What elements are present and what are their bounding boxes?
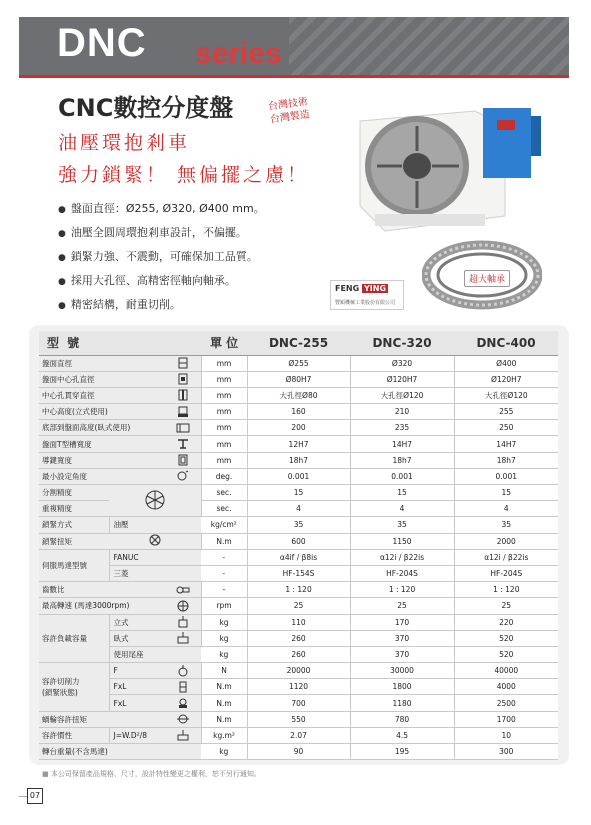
table-row [39, 533, 558, 549]
spec-table [39, 331, 558, 760]
row-label: 蝸輪容許扭矩 [39, 711, 165, 727]
row-unit: rpm [201, 598, 247, 614]
speed-icon [165, 598, 201, 614]
cell-value: 0.001 [247, 468, 350, 484]
row-sublabel: FANUC [109, 549, 201, 565]
cell-value: 18h7 [247, 452, 350, 468]
table-row [39, 614, 558, 630]
row-unit: mm [201, 420, 247, 436]
table-row [39, 468, 558, 484]
row-unit: mm [201, 355, 247, 371]
cell-value: 1800 [350, 679, 454, 695]
row-sublabel: FxL [109, 695, 165, 711]
row-sublabel: 三菱 [109, 565, 201, 581]
product-title: CNC數控分度盤 [58, 94, 234, 122]
center-height-icon [165, 404, 201, 420]
feature-item: ● 盤面直徑：Ø255, Ø320, Ø400 mm。 [58, 202, 265, 226]
row-unit: - [201, 565, 247, 581]
header-divider [19, 75, 569, 78]
table-row [39, 404, 558, 420]
cell-value: 15 [247, 485, 350, 501]
table-row [39, 646, 558, 662]
cell-value: 370 [350, 646, 454, 662]
row-label: 最小設定角度 [39, 468, 165, 484]
row-unit: kg [201, 744, 247, 760]
taiwan-line-1: 台灣技術 [267, 96, 309, 113]
col-unit: 單 位 [201, 331, 247, 355]
row-label: 中心孔貫穿直徑 [39, 387, 165, 403]
cell-value: 550 [247, 711, 350, 727]
rotary-table-illustration [355, 96, 545, 236]
feature-list [58, 202, 265, 322]
row-label: 盤面中心孔直徑 [39, 371, 165, 387]
angle-icon [165, 468, 201, 484]
cutting-force-icon [165, 663, 201, 679]
cell-value: 90 [247, 744, 350, 760]
cell-value: 2500 [454, 695, 558, 711]
row-label: 鎖緊扭矩 [39, 533, 109, 549]
cell-value: 14H7 [350, 436, 454, 452]
col-dnc-400: DNC-400 [454, 331, 558, 355]
moment-vertical-icon [165, 679, 201, 695]
t-slot-icon [165, 436, 201, 452]
feature-item: ● 油壓全圓周環抱剎車設計，不偏擺。 [58, 226, 265, 250]
row-label: 容許負載容量 [39, 614, 109, 663]
cell-value: 15 [350, 485, 454, 501]
cell-value: 30000 [350, 663, 454, 679]
cell-value: 35 [247, 517, 350, 533]
table-row [39, 711, 558, 727]
vertical-load-icon [165, 614, 201, 630]
subtitle-lock: 強力鎖緊！ 無偏擺之慮！ [58, 164, 310, 186]
logo-word-feng: FENG [335, 284, 360, 293]
cell-value: 20000 [247, 663, 350, 679]
table-row [39, 420, 558, 436]
row-label: 中心高度(立式使用) [39, 404, 165, 420]
cell-value: 4.5 [350, 727, 454, 743]
cell-value: 18h7 [454, 452, 558, 468]
row-label: 分割精度 [39, 485, 109, 501]
table-row [39, 485, 558, 501]
diameter-icon [165, 355, 201, 371]
footer-rule [19, 796, 27, 797]
feature-item: ● 採用大孔徑、高精密徑軸向軸承。 [58, 274, 265, 298]
cell-value: 大孔徑Ø80 [247, 387, 350, 403]
table-row [39, 744, 558, 760]
row-unit: kg [201, 646, 247, 662]
row-unit: sec. [201, 501, 247, 517]
row-unit: kg.m² [201, 727, 247, 743]
row-unit: mm [201, 404, 247, 420]
row-unit: - [201, 549, 247, 565]
row-label: 容許慣性 [39, 727, 109, 743]
row-unit: kg [201, 630, 247, 646]
row-unit: kg [201, 614, 247, 630]
col-dnc-320: DNC-320 [350, 331, 454, 355]
cell-value: 15 [454, 485, 558, 501]
cell-value: 1 : 120 [247, 582, 350, 598]
row-unit: N [201, 663, 247, 679]
row-unit: sec. [201, 485, 247, 501]
cell-value: 1 : 120 [454, 582, 558, 598]
worm-wheel-icon [165, 711, 201, 727]
row-label: 盤面T型槽寬度 [39, 436, 165, 452]
cell-value: 200 [247, 420, 350, 436]
cell-value: 4000 [454, 679, 558, 695]
row-sublabel: 使用尾座 [109, 646, 201, 662]
row-sublabel: 油壓 [109, 517, 201, 533]
taiwan-stamp [258, 94, 319, 128]
cell-value: HF-154S [247, 565, 350, 581]
cell-value: HF-204S [454, 565, 558, 581]
cell-value: 18h7 [350, 452, 454, 468]
row-label-line-1: 容許切削力 [42, 676, 80, 686]
table-row [39, 565, 558, 581]
indexing-accuracy-icon [109, 485, 201, 517]
logo-wordmark [335, 284, 388, 293]
row-unit: mm [201, 371, 247, 387]
col-model: 型 號 [39, 331, 201, 355]
cell-value: 40000 [454, 663, 558, 679]
cell-value: 210 [350, 404, 454, 420]
cell-value: 220 [454, 614, 558, 630]
cell-value: 260 [247, 646, 350, 662]
row-sublabel: J=W.D²/8 [109, 727, 165, 743]
cell-value: 170 [350, 614, 454, 630]
table-row [39, 582, 558, 598]
row-label [39, 663, 109, 712]
row-label: 底部到盤面高度(臥式使用) [39, 420, 165, 436]
col-dnc-255: DNC-255 [247, 331, 350, 355]
logo-company-name: 豐穎機械工業股份有限公司 [335, 300, 396, 306]
row-unit: N.m [201, 695, 247, 711]
cell-value: 600 [247, 533, 350, 549]
cell-value: 520 [454, 646, 558, 662]
cell-value: 1 : 120 [350, 582, 454, 598]
table-row [39, 452, 558, 468]
cell-value: Ø80H7 [247, 371, 350, 387]
row-sublabel: 臥式 [109, 630, 165, 646]
cell-value: 4 [454, 501, 558, 517]
footnote: ■ 本公司保留產品規格、尺寸，設計特性變更之權利，恕不另行通知。 [42, 769, 261, 779]
cell-value: 1180 [350, 695, 454, 711]
table-row [39, 517, 558, 533]
header-stripes [289, 17, 569, 75]
row-label: 重複精度 [39, 501, 109, 517]
cell-value: 4 [247, 501, 350, 517]
cell-value: 35 [350, 517, 454, 533]
cell-value: Ø255 [247, 355, 350, 371]
cell-value: α12i / β22is [350, 549, 454, 565]
cell-value: 25 [350, 598, 454, 614]
row-label: 最高轉速 (馬達3000rpm) [39, 598, 165, 614]
row-label: 轉台重量(不含馬達) [39, 744, 201, 760]
cell-value: α12i / β22is [454, 549, 558, 565]
cell-value: 235 [350, 420, 454, 436]
cell-value: Ø400 [454, 355, 558, 371]
cell-value: 25 [454, 598, 558, 614]
cell-value: 520 [454, 630, 558, 646]
table-row [39, 371, 558, 387]
table-row [39, 549, 558, 565]
row-unit: kg/cm² [201, 517, 247, 533]
cell-value: 110 [247, 614, 350, 630]
table-header-row [39, 331, 558, 355]
cell-value: 大孔徑Ø120 [350, 387, 454, 403]
cell-value: 4 [350, 501, 454, 517]
cell-value: HF-204S [350, 565, 454, 581]
cell-value: 1700 [454, 711, 558, 727]
moment-horizontal-icon [165, 695, 201, 711]
gear-ratio-icon [165, 582, 201, 598]
series-label: series [195, 37, 282, 70]
row-label: 鎖緊方式 [39, 517, 109, 533]
row-label: 伺服馬達型號 [39, 549, 109, 581]
cell-value: 35 [454, 517, 558, 533]
horizontal-load-icon [165, 630, 201, 646]
table-row [39, 598, 558, 614]
table-row [39, 663, 558, 679]
table-row [39, 436, 558, 452]
cell-value: 160 [247, 404, 350, 420]
cell-value: 250 [454, 420, 558, 436]
center-hole-icon [165, 371, 201, 387]
table-row [39, 679, 558, 695]
cell-value: 780 [350, 711, 454, 727]
company-logo [330, 280, 404, 310]
row-sublabel: F [109, 663, 165, 679]
cell-value: 2.07 [247, 727, 350, 743]
row-unit: mm [201, 436, 247, 452]
cell-value: Ø120H7 [454, 371, 558, 387]
cell-value: 255 [454, 404, 558, 420]
bearing-label: 超大軸承 [464, 270, 510, 287]
through-hole-icon [165, 387, 201, 403]
table-row [39, 355, 558, 371]
row-label: 導鍵寬度 [39, 452, 165, 468]
cell-value: 370 [350, 630, 454, 646]
row-unit: mm [201, 387, 247, 403]
table-height-icon [165, 420, 201, 436]
table-row [39, 387, 558, 403]
table-row [39, 695, 558, 711]
cell-value: 10 [454, 727, 558, 743]
inertia-icon [165, 727, 201, 743]
guide-key-icon [165, 452, 201, 468]
cell-value: 300 [454, 744, 558, 760]
series-header [19, 17, 569, 75]
page-number: 07 [27, 788, 43, 804]
cell-value: 0.001 [350, 468, 454, 484]
cell-value: 25 [247, 598, 350, 614]
cell-value: 0.001 [454, 468, 558, 484]
cell-value: 14H7 [454, 436, 558, 452]
row-label-line-2: (鎖緊狀態) [42, 687, 78, 697]
feature-item: ● 精密結構，耐重切削。 [58, 298, 265, 322]
row-label: 盤面直徑 [39, 355, 165, 371]
feature-item: ● 鎖緊力強、不震動，可確保加工品質。 [58, 250, 265, 274]
cell-value: α4if / β8is [247, 549, 350, 565]
subtitle-brake: 油壓環抱剎車 [58, 132, 191, 154]
cell-value: 1150 [350, 533, 454, 549]
clamping-torque-icon [109, 533, 201, 549]
row-unit: deg. [201, 468, 247, 484]
row-unit: mm [201, 452, 247, 468]
logo-word-ying: YING [364, 284, 387, 293]
row-unit: N.m [201, 711, 247, 727]
cell-value: 1120 [247, 679, 350, 695]
cell-value: Ø320 [350, 355, 454, 371]
table-row [39, 630, 558, 646]
cell-value: 700 [247, 695, 350, 711]
row-unit: N.m [201, 533, 247, 549]
row-unit: - [201, 582, 247, 598]
cell-value: Ø120H7 [350, 371, 454, 387]
cell-value: 2000 [454, 533, 558, 549]
brand-title: DNC [57, 21, 147, 65]
cell-value: 12H7 [247, 436, 350, 452]
row-label: 齒數比 [39, 582, 165, 598]
cell-value: 260 [247, 630, 350, 646]
row-sublabel: 立式 [109, 614, 165, 630]
cell-value: 195 [350, 744, 454, 760]
cell-value: 大孔徑Ø120 [454, 387, 558, 403]
row-unit: N.m [201, 679, 247, 695]
row-sublabel: FxL [109, 679, 165, 695]
table-row [39, 727, 558, 743]
taiwan-line-2: 台灣製造 [269, 109, 311, 126]
